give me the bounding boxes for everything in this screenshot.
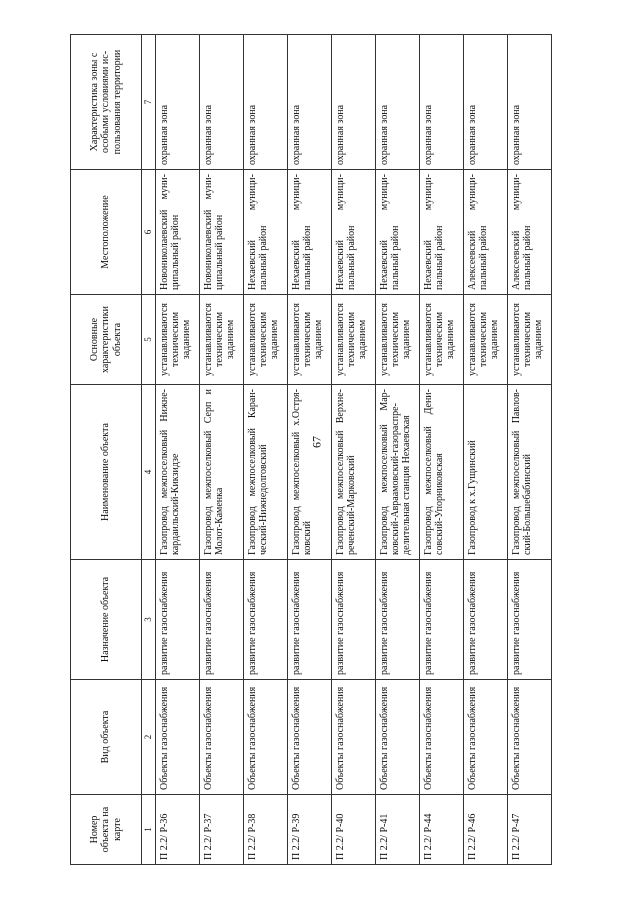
- cell-name: Газопровод межпоселковый Дени-совский-Упорниковская: [420, 385, 464, 560]
- table-row: [200, 35, 244, 865]
- cell-name: Газопровод межпоселковый Каран-ческий-Нижнедолговский: [244, 385, 288, 560]
- cell-name: Газопровод межпоселковый Павлов-ский-Большебабинский: [508, 385, 552, 560]
- cell-zone: охранная зона: [332, 35, 376, 170]
- header-zone-characteristics: Характеристика зоны с особыми условиями ис-пользования территории: [71, 35, 142, 170]
- column-number: 1: [142, 795, 156, 865]
- column-number: 3: [142, 560, 156, 680]
- cell-characteristics: устанавливаются техническим заданием: [376, 295, 420, 385]
- table-row: [508, 35, 552, 865]
- header-object-name: Наименование объекта: [71, 385, 142, 560]
- table-row: [288, 35, 332, 865]
- cell-type: Объекты газоснабжения: [244, 680, 288, 795]
- cell-number: П 2.2/ Р-36: [156, 795, 200, 865]
- cell-characteristics: устанавливаются техническим заданием: [508, 295, 552, 385]
- cell-characteristics: устанавливаются техническим заданием: [288, 295, 332, 385]
- cell-number: П 2.2/ Р-46: [464, 795, 508, 865]
- cell-location: Нехаевский муници-пальный район: [376, 170, 420, 295]
- rotated-table-sheet: [70, 35, 575, 865]
- cell-zone: охранная зона: [376, 35, 420, 170]
- cell-zone: охранная зона: [244, 35, 288, 170]
- header-object-number: Номер объекта на карте: [71, 795, 142, 865]
- cell-location: Алексеевский муници-пальный район: [464, 170, 508, 295]
- cell-purpose: развитие газоснабжения: [376, 560, 420, 680]
- cell-location: Алексеевский муници-пальный район: [508, 170, 552, 295]
- cell-location: Новониколаевский муни-ципальный район: [200, 170, 244, 295]
- cell-name: Газопровод межпоселковый Нижне-кардаильский-Кикзидзе: [156, 385, 200, 560]
- cell-number: П 2.2/ Р-44: [420, 795, 464, 865]
- table-row: [332, 35, 376, 865]
- cell-zone: охранная зона: [464, 35, 508, 170]
- cell-zone: охранная зона: [200, 35, 244, 170]
- cell-location: Нехаевский муници-пальный район: [244, 170, 288, 295]
- cell-type: Объекты газоснабжения: [420, 680, 464, 795]
- cell-location: Нехаевский муници-пальный район: [420, 170, 464, 295]
- cell-location: Нехаевский муници-пальный район: [288, 170, 332, 295]
- cell-type: Объекты газоснабжения: [332, 680, 376, 795]
- cell-name: Газопровод межпоселковый х.Остря-ковский: [288, 385, 332, 560]
- cell-purpose: развитие газоснабжения: [288, 560, 332, 680]
- cell-number: П 2.2/ Р-40: [332, 795, 376, 865]
- cell-zone: охранная зона: [420, 35, 464, 170]
- cell-purpose: развитие газоснабжения: [332, 560, 376, 680]
- cell-purpose: развитие газоснабжения: [420, 560, 464, 680]
- header-object-purpose: Назначение объекта: [71, 560, 142, 680]
- table-row: [156, 35, 200, 865]
- column-number: 4: [142, 385, 156, 560]
- cell-characteristics: устанавливаются техническим заданием: [420, 295, 464, 385]
- cell-number: П 2.2/ Р-38: [244, 795, 288, 865]
- cell-type: Объекты газоснабжения: [376, 680, 420, 795]
- cell-number: П 2.2/ Р-37: [200, 795, 244, 865]
- table-row: [244, 35, 288, 865]
- cell-name: Газопровод межпоселковый Серп и Молот-Каменка: [200, 385, 244, 560]
- header-object-characteristics: Основные характеристики объекта: [71, 295, 142, 385]
- cell-number: П 2.2/ Р-47: [508, 795, 552, 865]
- cell-type: Объекты газоснабжения: [156, 680, 200, 795]
- cell-name: Газопровод межпоселковый Верхне-реченский-Марковский: [332, 385, 376, 560]
- cell-location: Нехаевский муници-пальный район: [332, 170, 376, 295]
- header-row: [71, 35, 142, 865]
- cell-zone: охранная зона: [156, 35, 200, 170]
- cell-purpose: развитие газоснабжения: [200, 560, 244, 680]
- cell-type: Объекты газоснабжения: [464, 680, 508, 795]
- cell-zone: охранная зона: [508, 35, 552, 170]
- cell-type: Объекты газоснабжения: [288, 680, 332, 795]
- cell-purpose: развитие газоснабжения: [464, 560, 508, 680]
- column-number-row: [142, 35, 156, 865]
- cell-characteristics: устанавливаются техническим заданием: [332, 295, 376, 385]
- cell-name: Газопровод межпоселковый Мар-ковский-Авраамовский-газораспре-делительная станция Нехаевская: [376, 385, 420, 560]
- column-number: 6: [142, 170, 156, 295]
- column-number: 2: [142, 680, 156, 795]
- objects-table: [70, 34, 552, 865]
- cell-name: Газопровод к х.Гущинский: [464, 385, 508, 560]
- cell-characteristics: устанавливаются техническим заданием: [200, 295, 244, 385]
- cell-purpose: развитие газоснабжения: [508, 560, 552, 680]
- cell-characteristics: устанавливаются техническим заданием: [244, 295, 288, 385]
- header-object-type: Вид объекта: [71, 680, 142, 795]
- cell-number: П 2.2/ Р-41: [376, 795, 420, 865]
- cell-purpose: развитие газоснабжения: [156, 560, 200, 680]
- cell-type: Объекты газоснабжения: [508, 680, 552, 795]
- header-location: Местоположение: [71, 170, 142, 295]
- cell-characteristics: устанавливаются техническим заданием: [464, 295, 508, 385]
- cell-zone: охранная зона: [288, 35, 332, 170]
- table-row: [420, 35, 464, 865]
- table-row: [464, 35, 508, 865]
- page-number: 67: [309, 436, 324, 448]
- cell-location: Новониколаевский муни-ципальный район: [156, 170, 200, 295]
- cell-number: П 2.2/ Р-39: [288, 795, 332, 865]
- table-row: [376, 35, 420, 865]
- cell-type: Объекты газоснабжения: [200, 680, 244, 795]
- cell-characteristics: устанавливаются техническим заданием: [156, 295, 200, 385]
- column-number: 5: [142, 295, 156, 385]
- column-number: 7: [142, 35, 156, 170]
- cell-purpose: развитие газоснабжения: [244, 560, 288, 680]
